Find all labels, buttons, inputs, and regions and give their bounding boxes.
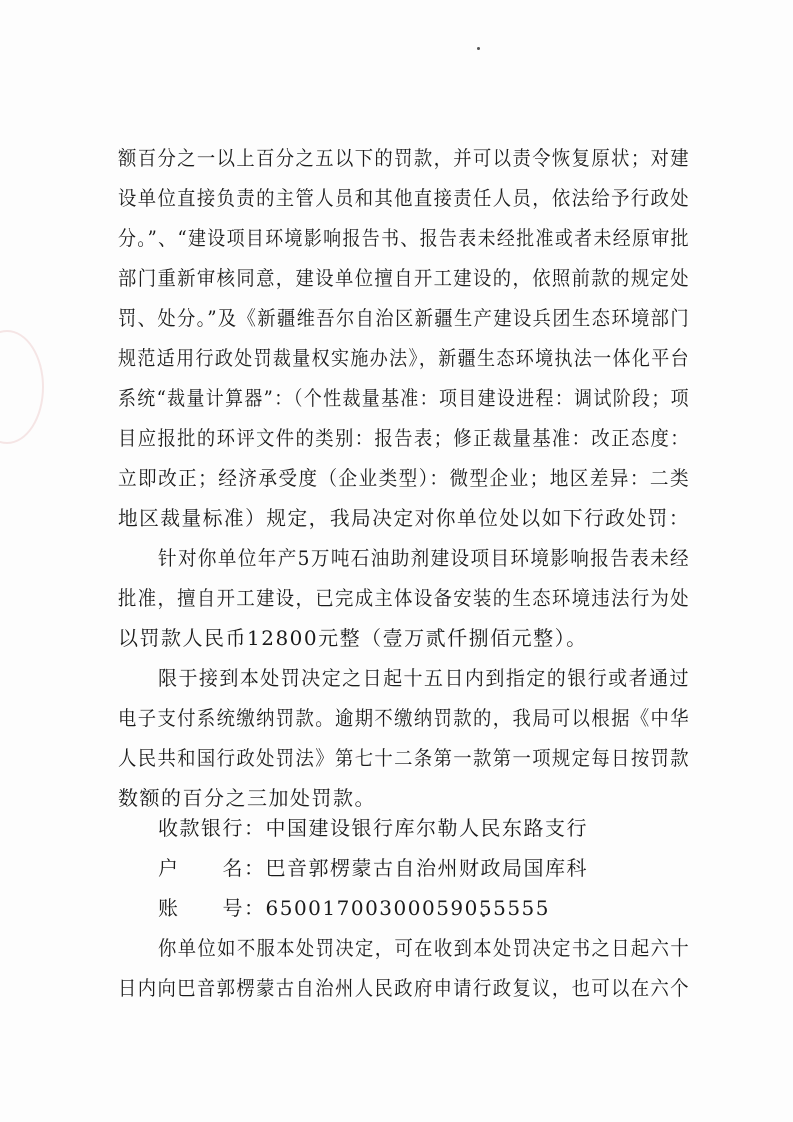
penalty-amount-line: 以罚款人民币12800元整（壹万贰仟捌佰元整）。: [118, 626, 588, 650]
body-line: 额百分之一以上百分之五以下的罚款，并可以责令恢复原状；对建: [118, 146, 690, 170]
body-line: 分。”、“建设项目环境影响报告书、报告表未经批准或者未经原审批: [118, 226, 690, 250]
account-name-line: 户 名：巴音郭楞蒙古自治州财政局国库科: [158, 856, 588, 880]
appeal-paragraph-line: 你单位如不服本处罚决定，可在收到本处罚决定书之日起六十: [158, 936, 691, 960]
body-line: 目应报批的环评文件的类别：报告表；修正裁量基准：改正态度：: [118, 426, 690, 450]
scan-speck: [477, 47, 480, 50]
payment-paragraph-line: 数额的百分之三加处罚款。: [118, 786, 376, 810]
body-line: 地区裁量标准）规定，我局决定对你单位处以如下行政处罚：: [118, 506, 691, 530]
body-line: 规范适用行政处罚裁量权实施办法》，新疆生态环境执法一体化平台: [118, 346, 691, 370]
body-line: 罚、处分。”及《新疆维吾尔自治区新疆生产建设兵团生态环境部门: [118, 306, 691, 330]
body-line: 设单位直接负责的主管人员和其他直接责任人员，依法给予行政处: [118, 186, 690, 210]
bank-name-line: 收款银行：中国建设银行库尔勒人民东路支行: [158, 816, 588, 840]
body-line: 部门重新审核同意，建设单位擅自开工建设的，依照前款的规定处: [118, 266, 690, 290]
penalty-paragraph-line: 批准，擅自开工建设，已完成主体设备安装的生态环境违法行为处: [118, 586, 690, 610]
body-line: 系统“裁量计算器”：（个性裁量基准：项目建设进程：调试阶段；项: [118, 386, 690, 410]
payment-paragraph-line: 电子支付系统缴纳罚款。逾期不缴纳罚款的，我局可以根据《中华: [118, 706, 690, 730]
account-number-line: 账 号：65001700300059055555: [158, 896, 550, 920]
body-line: 立即改正；经济承受度（企业类型）：微型企业；地区差异：二类: [118, 466, 691, 490]
payment-paragraph-line: 人民共和国行政处罚法》第七十二条第一款第一项规定每日按罚款: [118, 746, 690, 770]
appeal-paragraph-line: 日内向巴音郭楞蒙古自治州人民政府申请行政复议，也可以在六个: [118, 976, 690, 1000]
penalty-paragraph-line: 针对你单位年产5万吨石油助剂建设项目环境影响报告表未经: [158, 546, 691, 570]
payment-paragraph-line: 限于接到本处罚决定之日起十五日内到指定的银行或者通过: [158, 666, 691, 690]
